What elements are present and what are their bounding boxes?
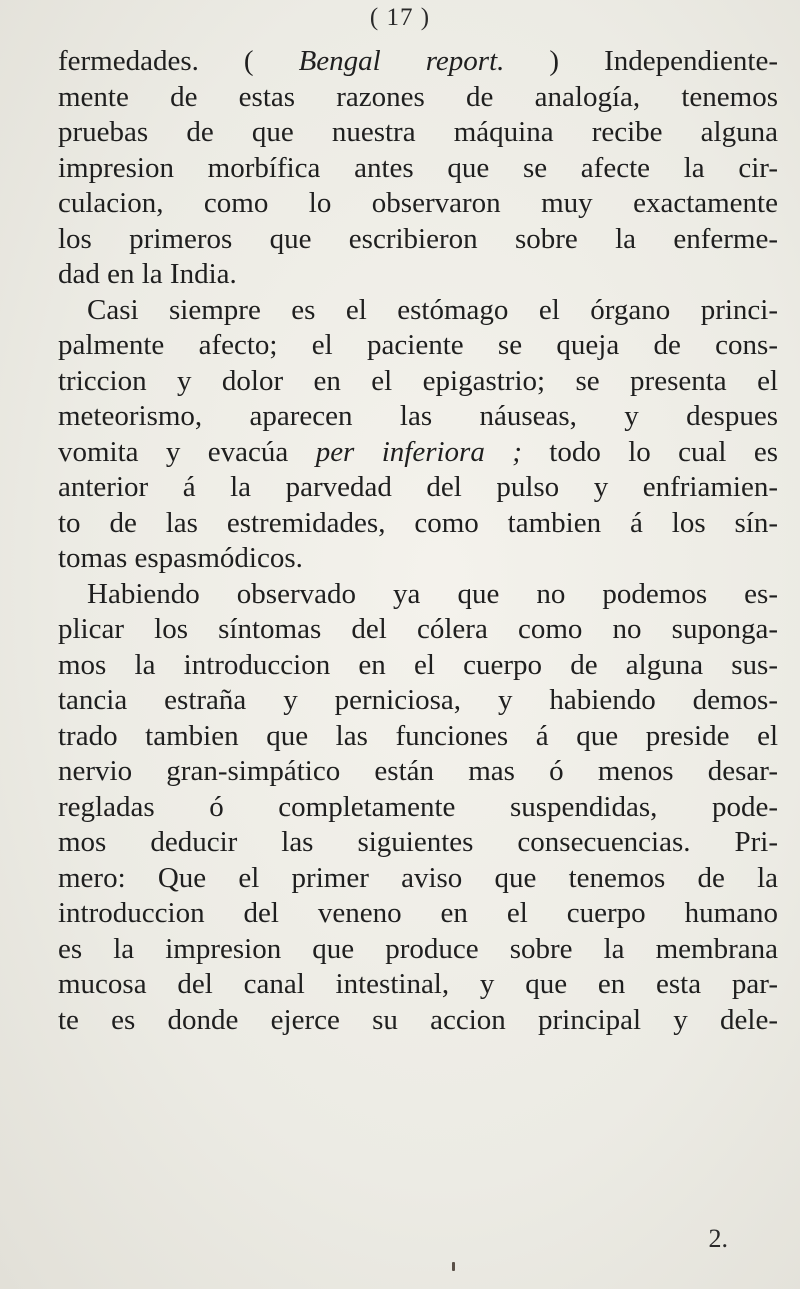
text-line: impresion morbífica antes que se afecte la cir- bbox=[58, 151, 778, 184]
italic-phrase: Bengal report. bbox=[298, 45, 505, 77]
text-line: te es donde ejerce su accion principal y dele- bbox=[58, 1003, 778, 1036]
text-line: mero: Que el primer aviso que tenemos de la bbox=[58, 861, 778, 894]
paragraph-start-line: Casi siempre es el estómago el órgano princi- bbox=[87, 293, 778, 326]
text-line: mucosa del canal intestinal, y que en esta par- bbox=[58, 968, 778, 1000]
paragraph-start-line: Habiendo observado ya que no podemos es- bbox=[87, 577, 778, 610]
text-line: introduccion del veneno en el cuerpo humano bbox=[58, 897, 778, 929]
text-line: regladas ó completamente suspendidas, pode- bbox=[58, 790, 778, 823]
signature-mark: 2. bbox=[708, 1224, 728, 1253]
ink-speck bbox=[452, 1262, 455, 1271]
text-line: palmente afecto; el paciente se queja de cons- bbox=[58, 329, 778, 361]
text-line: vomita y evacúa per inferiora ; todo lo cual es bbox=[58, 435, 778, 468]
italic-phrase: per inferiora ; bbox=[315, 435, 522, 468]
text-line: tancia estraña y perniciosa, y habiendo demos- bbox=[58, 684, 778, 716]
text-line: nervio gran-simpático están mas ó menos desar- bbox=[58, 755, 778, 787]
text-line: triccion y dolor en el epigastrio; se presenta el bbox=[58, 364, 778, 397]
text-line: mos la introduccion en el cuerpo de alguna sus- bbox=[58, 648, 778, 681]
text-line: plicar los síntomas del cólera como no suponga- bbox=[58, 613, 778, 645]
text-line: mos deducir las siguientes consecuencias. Pri- bbox=[58, 826, 778, 858]
text-line: tomas espasmódicos. bbox=[58, 542, 303, 574]
text-line: anterior á la parvedad del pulso y enfriamien- bbox=[58, 471, 778, 503]
text-line: dad en la India. bbox=[58, 258, 237, 290]
text-line: to de las estremidades, como tambien á los sín- bbox=[58, 506, 778, 539]
text-line: trado tambien que las funciones á que preside el bbox=[58, 719, 778, 752]
text-line: es la impresion que produce sobre la membrana bbox=[58, 932, 778, 965]
text-line: fermedades. ( Bengal report. ) Independiente- bbox=[58, 45, 778, 77]
text-line: meteorismo, aparecen las náuseas, y despues bbox=[58, 400, 778, 432]
text-line: mente de estas razones de analogía, tenemos bbox=[58, 80, 778, 113]
page-number: ( 17 ) bbox=[369, 4, 431, 31]
text-line: los primeros que escribieron sobre la enferme- bbox=[58, 222, 778, 255]
text-line: pruebas de que nuestra máquina recibe alguna bbox=[58, 116, 778, 148]
body-text bbox=[58, 44, 778, 1038]
text-line: culacion, como lo observaron muy exactamente bbox=[58, 187, 778, 219]
